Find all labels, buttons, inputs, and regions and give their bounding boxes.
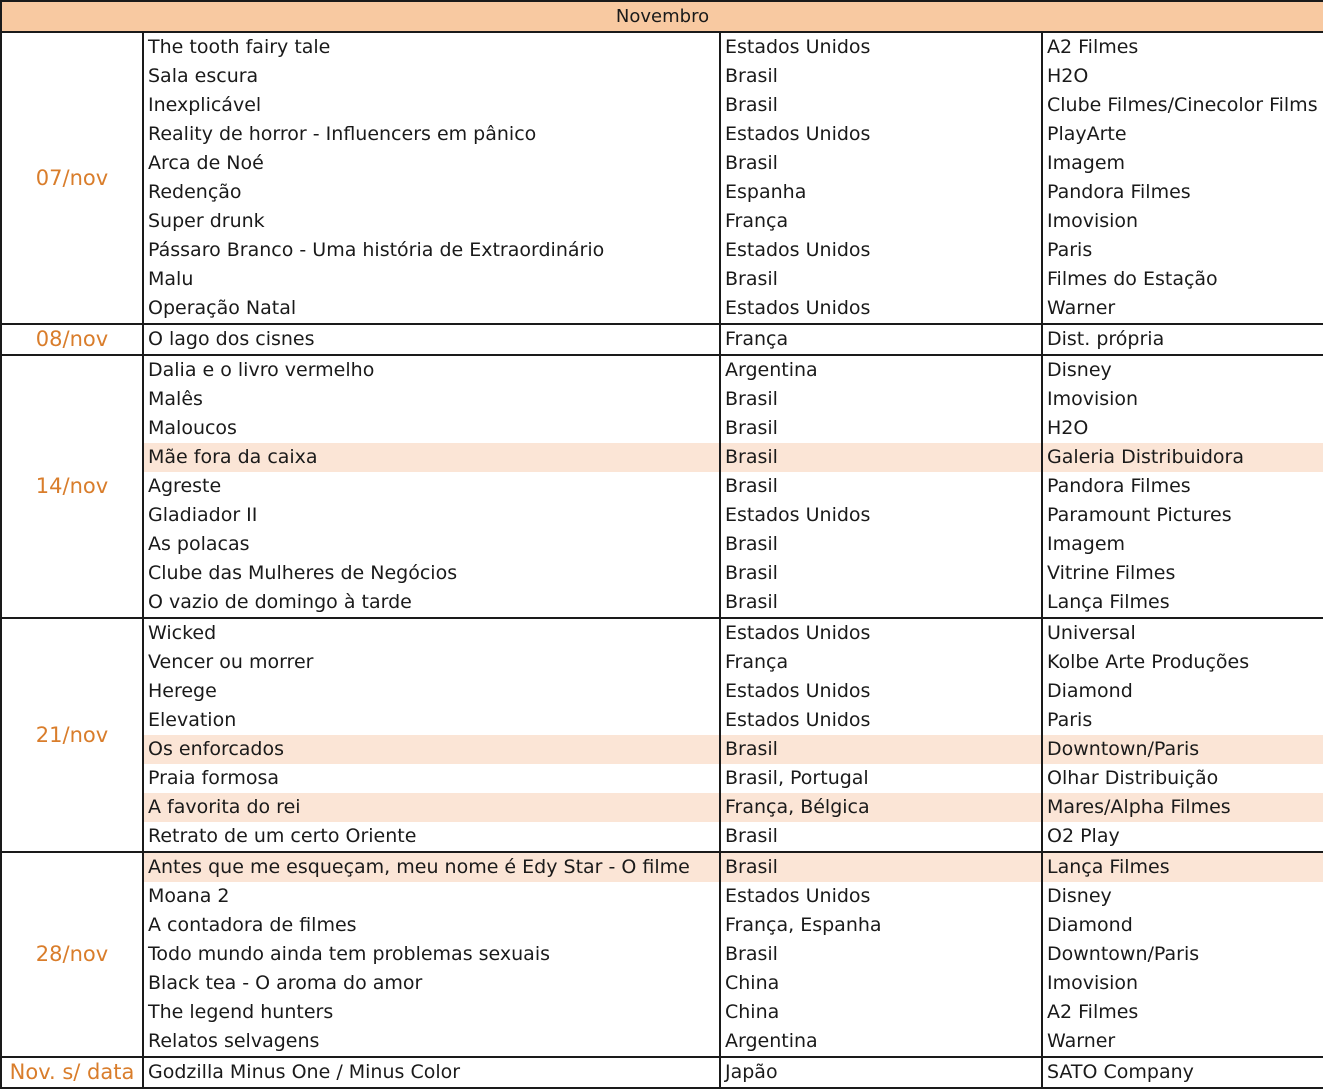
film-title-cell: A favorita do rei <box>143 793 720 822</box>
distributor-cell: O2 Play <box>1042 822 1323 852</box>
table-row <box>1 588 1323 618</box>
country-cell: França, Bélgica <box>720 793 1042 822</box>
table-row <box>1 385 1323 414</box>
distributor-cell: Universal <box>1042 618 1323 648</box>
distributor-cell: Vitrine Filmes <box>1042 559 1323 588</box>
table-row <box>1 414 1323 443</box>
country-cell: Estados Unidos <box>720 706 1042 735</box>
country-cell: Brasil <box>720 265 1042 294</box>
film-title-cell: Maloucos <box>143 414 720 443</box>
country-cell: Brasil <box>720 940 1042 969</box>
country-cell: Argentina <box>720 355 1042 385</box>
table-row <box>1 735 1323 764</box>
distributor-cell: Imagem <box>1042 149 1323 178</box>
film-title-cell: Gladiador II <box>143 501 720 530</box>
country-cell: Brasil <box>720 62 1042 91</box>
country-cell: Brasil <box>720 530 1042 559</box>
film-title-cell: Redenção <box>143 178 720 207</box>
country-cell: Estados Unidos <box>720 677 1042 706</box>
film-title-cell: Agreste <box>143 472 720 501</box>
release-date-cell: 21/nov <box>1 618 143 852</box>
country-cell: China <box>720 969 1042 998</box>
table-row <box>1 940 1323 969</box>
film-title-cell: Clube das Mulheres de Negócios <box>143 559 720 588</box>
country-cell: França <box>720 648 1042 677</box>
country-cell: Brasil <box>720 385 1042 414</box>
distributor-cell: Imovision <box>1042 385 1323 414</box>
distributor-cell: Pandora Filmes <box>1042 178 1323 207</box>
table-row <box>1 677 1323 706</box>
film-title-cell: Operação Natal <box>143 294 720 324</box>
table-row <box>1 32 1323 62</box>
film-title-cell: A contadora de filmes <box>143 911 720 940</box>
country-cell: Brasil <box>720 852 1042 882</box>
distributor-cell: Lança Filmes <box>1042 588 1323 618</box>
country-cell: Brasil <box>720 588 1042 618</box>
table-row <box>1 443 1323 472</box>
country-cell: Estados Unidos <box>720 882 1042 911</box>
film-title-cell: Inexplicável <box>143 91 720 120</box>
film-title-cell: Herege <box>143 677 720 706</box>
table-row <box>1 265 1323 294</box>
film-title-cell: Malês <box>143 385 720 414</box>
table-row <box>1 207 1323 236</box>
distributor-cell: Diamond <box>1042 677 1323 706</box>
table-row <box>1 120 1323 149</box>
distributor-cell: Clube Filmes/Cinecolor Films <box>1042 91 1323 120</box>
table-row <box>1 648 1323 677</box>
distributor-cell: PlayArte <box>1042 120 1323 149</box>
film-title-cell: Arca de Noé <box>143 149 720 178</box>
distributor-cell: Warner <box>1042 1027 1323 1057</box>
table-row <box>1 294 1323 324</box>
table-row <box>1 501 1323 530</box>
distributor-cell: A2 Filmes <box>1042 998 1323 1027</box>
distributor-cell: Disney <box>1042 355 1323 385</box>
distributor-cell: Pandora Filmes <box>1042 472 1323 501</box>
distributor-cell: A2 Filmes <box>1042 32 1323 62</box>
distributor-cell: Filmes do Estação <box>1042 265 1323 294</box>
film-title-cell: Retrato de um certo Oriente <box>143 822 720 852</box>
film-title-cell: Reality de horror - Influencers em pânico <box>143 120 720 149</box>
film-title-cell: The tooth fairy tale <box>143 32 720 62</box>
distributor-cell: Diamond <box>1042 911 1323 940</box>
table-row <box>1 998 1323 1027</box>
distributor-cell: Imovision <box>1042 969 1323 998</box>
table-row <box>1 149 1323 178</box>
film-title-cell: Malu <box>143 265 720 294</box>
film-title-cell: Elevation <box>143 706 720 735</box>
table-row <box>1 472 1323 501</box>
table-row <box>1 618 1323 648</box>
table-row <box>1 236 1323 265</box>
schedule-body <box>1 32 1323 1088</box>
table-row <box>1 62 1323 91</box>
country-cell: Estados Unidos <box>720 120 1042 149</box>
distributor-cell: SATO Company <box>1042 1057 1323 1088</box>
country-cell: França <box>720 324 1042 355</box>
film-title-cell: Antes que me esqueçam, meu nome é Edy Star - O filme <box>143 852 720 882</box>
release-date-cell: 28/nov <box>1 852 143 1057</box>
distributor-cell: Kolbe Arte Produções <box>1042 648 1323 677</box>
table-row <box>1 324 1323 355</box>
film-title-cell: Black tea - O aroma do amor <box>143 969 720 998</box>
distributor-cell: Paris <box>1042 706 1323 735</box>
country-cell: Estados Unidos <box>720 32 1042 62</box>
film-title-cell: O lago dos cisnes <box>143 324 720 355</box>
country-cell: Brasil <box>720 414 1042 443</box>
country-cell: Argentina <box>720 1027 1042 1057</box>
release-date-cell: 14/nov <box>1 355 143 618</box>
table-row <box>1 822 1323 852</box>
table-row <box>1 911 1323 940</box>
table-row <box>1 764 1323 793</box>
film-title-cell: The legend hunters <box>143 998 720 1027</box>
table-row <box>1 91 1323 120</box>
country-cell: França, Espanha <box>720 911 1042 940</box>
table-row <box>1 1057 1323 1088</box>
country-cell: França <box>720 207 1042 236</box>
distributor-cell: Galeria Distribuidora <box>1042 443 1323 472</box>
distributor-cell: Olhar Distribuição <box>1042 764 1323 793</box>
distributor-cell: Paramount Pictures <box>1042 501 1323 530</box>
film-title-cell: Super drunk <box>143 207 720 236</box>
country-cell: Brasil <box>720 149 1042 178</box>
distributor-cell: Mares/Alpha Filmes <box>1042 793 1323 822</box>
film-title-cell: As polacas <box>143 530 720 559</box>
film-title-cell: Godzilla Minus One / Minus Color <box>143 1057 720 1088</box>
table-row <box>1 706 1323 735</box>
table-row <box>1 355 1323 385</box>
country-cell: Espanha <box>720 178 1042 207</box>
film-title-cell: O vazio de domingo à tarde <box>143 588 720 618</box>
film-title-cell: Mãe fora da caixa <box>143 443 720 472</box>
country-cell: Brasil <box>720 822 1042 852</box>
distributor-cell: Imovision <box>1042 207 1323 236</box>
distributor-cell: Imagem <box>1042 530 1323 559</box>
title-row <box>1 1 1323 32</box>
country-cell: Brasil <box>720 559 1042 588</box>
table-row <box>1 969 1323 998</box>
film-title-cell: Sala escura <box>143 62 720 91</box>
table-row <box>1 530 1323 559</box>
country-cell: Brasil <box>720 443 1042 472</box>
distributor-cell: H2O <box>1042 62 1323 91</box>
film-title-cell: Wicked <box>143 618 720 648</box>
country-cell: Estados Unidos <box>720 294 1042 324</box>
film-title-cell: Relatos selvagens <box>143 1027 720 1057</box>
film-title-cell: Moana 2 <box>143 882 720 911</box>
film-title-cell: Dalia e o livro vermelho <box>143 355 720 385</box>
table-row <box>1 852 1323 882</box>
country-cell: Brasil, Portugal <box>720 764 1042 793</box>
country-cell: China <box>720 998 1042 1027</box>
table-row <box>1 559 1323 588</box>
release-date-cell: 08/nov <box>1 324 143 355</box>
table-row <box>1 793 1323 822</box>
film-title-cell: Praia formosa <box>143 764 720 793</box>
table-row <box>1 1027 1323 1057</box>
country-cell: Estados Unidos <box>720 618 1042 648</box>
table-row <box>1 178 1323 207</box>
country-cell: Brasil <box>720 91 1042 120</box>
country-cell: Japão <box>720 1057 1042 1088</box>
distributor-cell: H2O <box>1042 414 1323 443</box>
film-title-cell: Pássaro Branco - Uma história de Extraordinário <box>143 236 720 265</box>
release-date-cell: Nov. s/ data <box>1 1057 143 1088</box>
distributor-cell: Paris <box>1042 236 1323 265</box>
distributor-cell: Warner <box>1042 294 1323 324</box>
film-title-cell: Vencer ou morrer <box>143 648 720 677</box>
film-title-cell: Os enforcados <box>143 735 720 764</box>
film-title-cell: Todo mundo ainda tem problemas sexuais <box>143 940 720 969</box>
distributor-cell: Downtown/Paris <box>1042 940 1323 969</box>
table-row <box>1 882 1323 911</box>
country-cell: Brasil <box>720 472 1042 501</box>
country-cell: Estados Unidos <box>720 236 1042 265</box>
country-cell: Brasil <box>720 735 1042 764</box>
distributor-cell: Dist. própria <box>1042 324 1323 355</box>
distributor-cell: Lança Filmes <box>1042 852 1323 882</box>
release-date-cell: 07/nov <box>1 32 143 324</box>
month-title: Novembro <box>1 1 1323 32</box>
country-cell: Estados Unidos <box>720 501 1042 530</box>
distributor-cell: Disney <box>1042 882 1323 911</box>
distributor-cell: Downtown/Paris <box>1042 735 1323 764</box>
